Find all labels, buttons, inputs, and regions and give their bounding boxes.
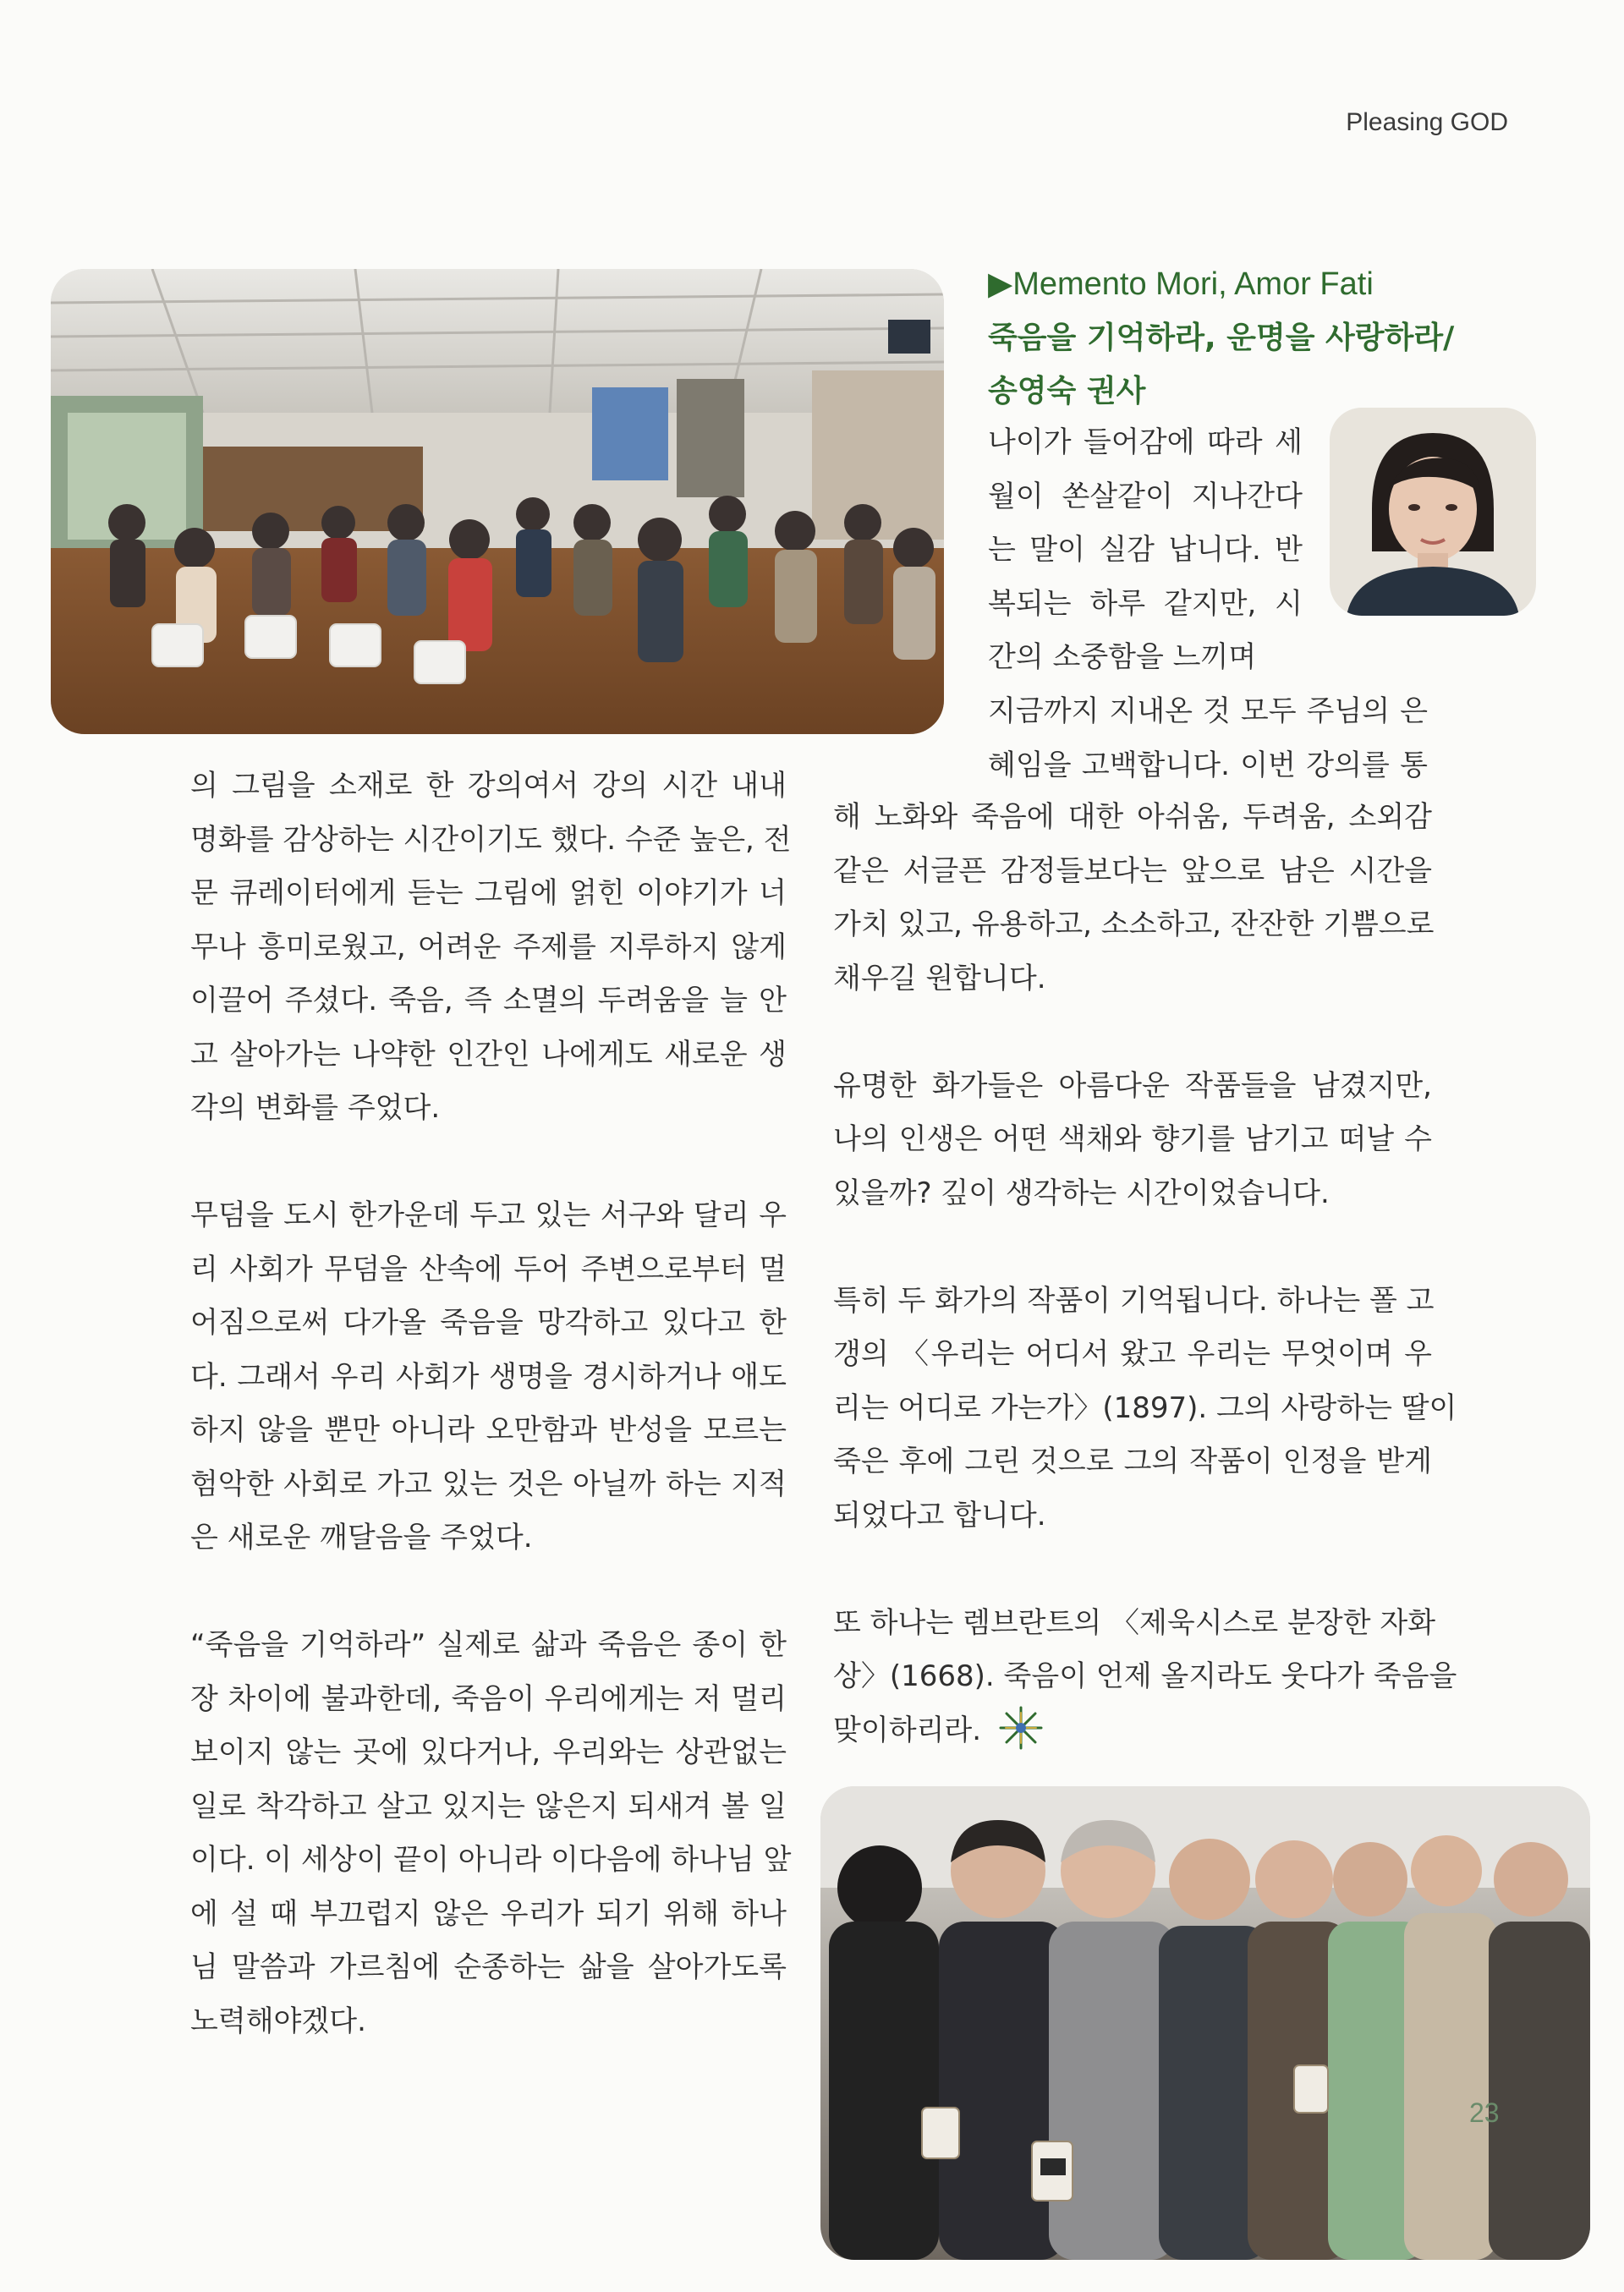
text-line: 이끌어 주셨다. 죽음, 즉 소멸의 두려움을 늘 안	[190, 984, 787, 1017]
text-line: 은 새로운 깨달음을 주었다.	[190, 1521, 533, 1555]
text-line: 님 말씀과 가르침에 순종하는 삶을 살아가도록	[190, 1950, 787, 1984]
text-line: 일로 착각하고 살고 있지는 않은지 되새겨 볼 일	[190, 1789, 787, 1823]
text-line: 는 말이 실감 납니다. 반	[988, 533, 1303, 567]
audience-photo	[820, 1786, 1590, 2260]
text-line: 다. 그래서 우리 사회가 생명을 경시하거나 애도	[190, 1359, 787, 1394]
text-line: 갱의 〈우리는 어디서 왔고 우리는 무엇이며 우	[833, 1337, 1432, 1371]
text-line: “죽음을 기억하라” 실제로 삶과 죽음은 종이 한	[190, 1628, 787, 1662]
text-line: 각의 변화를 주었다.	[190, 1091, 441, 1125]
paragraph	[190, 1619, 792, 2048]
text-line: 에 설 때 부끄럽지 않은 우리가 되기 위해 하나	[190, 1896, 787, 1931]
section-title-line: 송영숙 권사	[988, 374, 1146, 409]
text-line: 해 노화와 죽음에 대한 아쉬움, 두려움, 소외감	[833, 800, 1432, 834]
author-portrait	[1330, 408, 1536, 616]
text-line: 지금까지 지내온 것 모두 주님의 은	[988, 694, 1428, 728]
text-line: 같은 서글픈 감정들보다는 앞으로 남은 시간을	[833, 853, 1432, 888]
text-line: 혜임을 고백합니다. 이번 강의를 통	[988, 748, 1428, 782]
text-line: 노력해야겠다.	[190, 2004, 366, 2038]
text-line: 유명한 화가들은 아름다운 작품들을 남겼지만,	[833, 1068, 1432, 1103]
text-line: 어짐으로써 다가올 죽음을 망각하고 있다고 한	[190, 1306, 787, 1340]
text-line: 나이가 들어감에 따라 세	[988, 425, 1303, 459]
text-line: 되었다고 합니다.	[833, 1498, 1046, 1533]
text-line: 복되는 하루 같지만, 시	[988, 586, 1303, 621]
text-line: 장 차이에 불과한데, 죽음이 우리에게는 저 멀리	[190, 1681, 787, 1716]
paragraph	[833, 1275, 1457, 1544]
text-line: 하지 않을 뿐만 아니라 오만함과 반성을 모르는	[190, 1413, 787, 1447]
left-column-text	[190, 759, 792, 2048]
text-line: 가치 있고, 유용하고, 소소하고, 잔잔한 기쁨으로	[833, 907, 1435, 941]
text-line: 무나 흥미로웠고, 어려운 주제를 지루하지 않게	[190, 929, 787, 964]
text-line: 있을까? 깊이 생각하는 시간이었습니다.	[833, 1176, 1330, 1210]
section-title-line: ▶Memento Mori, Amor Fati	[988, 266, 1374, 302]
text-line: 월이 쏜살같이 지나간다	[988, 479, 1303, 513]
text-line: 또 하나는 렘브란트의 〈제욱시스로 분장한 자화	[833, 1605, 1436, 1640]
text-line: 간의 소중함을 느끼며	[988, 640, 1257, 674]
section-title-line: 죽음을 기억하라, 운명을 사랑하라/	[988, 321, 1455, 355]
text-line: 리 사회가 무덤을 산속에 두어 주변으로부터 멀	[190, 1252, 787, 1286]
running-header: Pleasing GOD	[1346, 108, 1508, 136]
text-line: 명화를 감상하는 시간이기도 했다. 수준 높은, 전	[190, 822, 792, 857]
text-line: 문 큐레이터에게 듣는 그림에 얽힌 이야기가 너	[190, 876, 787, 910]
text-line: 맞이하리라.	[833, 1713, 982, 1747]
section-title	[988, 258, 1495, 418]
text-line: 죽은 후에 그린 것으로 그의 작품이 인정을 받게	[833, 1445, 1432, 1478]
text-line: 리는 어디로 가는가〉(1897). 그의 사랑하는 딸이	[833, 1390, 1457, 1425]
paragraph	[833, 1597, 1457, 1758]
text-line: 채우길 원합니다.	[833, 961, 1046, 995]
paragraph	[190, 759, 792, 1136]
paragraph	[833, 791, 1435, 1006]
right-column-text	[833, 791, 1457, 1757]
text-line: 고 살아가는 나약한 인간인 나에게도 새로운 생	[190, 1037, 787, 1072]
text-line: 특히 두 화가의 작품이 기억됩니다. 하나는 폴 고	[833, 1283, 1435, 1318]
paragraph	[190, 1189, 787, 1565]
end-mark-icon	[997, 1704, 1045, 1752]
text-line: 보이지 않는 곳에 있다거나, 우리와는 상관없는	[190, 1735, 787, 1769]
paragraph	[833, 1060, 1432, 1221]
text-line: 이다. 이 세상이 끝이 아니라 이다음에 하나님 앞	[190, 1843, 792, 1877]
page-number: 23	[1469, 2097, 1500, 2128]
text-line: 무덤을 도시 한가운데 두고 있는 서구와 달리 우	[190, 1198, 787, 1232]
text-line: 나의 인생은 어떤 색채와 향기를 남기고 떠날 수	[833, 1122, 1432, 1156]
intro-narrow-text	[988, 416, 1303, 685]
text-line: 험악한 사회로 가고 있는 것은 아닐까 하는 지적	[190, 1467, 787, 1501]
lecture-hall-photo	[51, 269, 944, 734]
text-line: 상〉(1668). 죽음이 언제 올지라도 웃다가 죽음을	[833, 1659, 1457, 1693]
text-line: 의 그림을 소재로 한 강의여서 강의 시간 내내	[190, 769, 787, 803]
intro-wide-text	[988, 685, 1428, 792]
